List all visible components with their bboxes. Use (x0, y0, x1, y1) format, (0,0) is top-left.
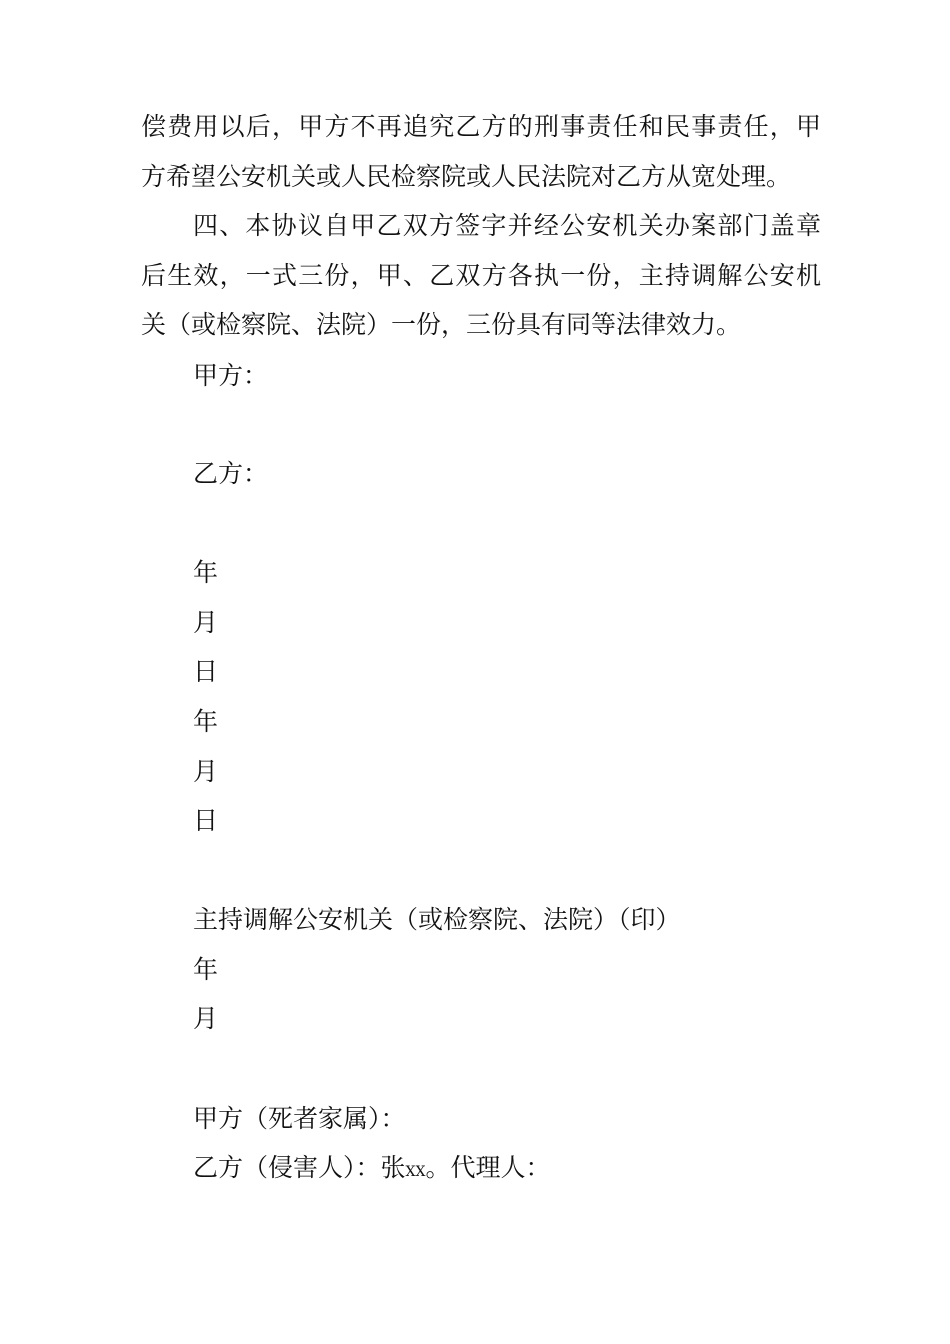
paragraph-line: 关（或检察院、法院）一份，三份具有同等法律效力。 (141, 310, 742, 339)
date-month-label: 月 (193, 757, 219, 786)
date-year-label: 年 (193, 558, 219, 587)
party-b-name-placeholder: XX (405, 1164, 426, 1180)
mediator-seal-label: 主持调解公安机关（或检察院、法院）（印） (193, 905, 681, 934)
agent-label: 。代理人： (425, 1153, 551, 1182)
paragraph-line: 偿费用以后，甲方不再追究乙方的刑事责任和民事责任，甲 (141, 112, 821, 141)
mediator-date-month: 月 (193, 1004, 219, 1033)
paragraph-line: 四、本协议自甲乙双方签字并经公安机关办案部门盖章 (193, 211, 821, 240)
paragraph-line: 方希望公安机关或人民检察院或人民法院对乙方从宽处理。 (141, 162, 792, 191)
date-day-label: 日 (193, 657, 219, 686)
mediator-date-year: 年 (193, 955, 219, 984)
party-b-signature-label: 乙方： (193, 459, 269, 488)
paragraph-line: 后生效，一式三份，甲、乙双方各执一份，主持调解公安机 (141, 261, 821, 290)
date-day-label: 日 (193, 806, 219, 835)
party-b-offender-label: 乙方（侵害人）：张 (193, 1153, 406, 1182)
party-b-offender-line (193, 1153, 550, 1187)
date-year-label: 年 (193, 707, 219, 736)
party-a-family-label: 甲方（死者家属）： (193, 1104, 406, 1133)
party-a-signature-label: 甲方： (193, 361, 269, 390)
date-month-label: 月 (193, 608, 219, 637)
